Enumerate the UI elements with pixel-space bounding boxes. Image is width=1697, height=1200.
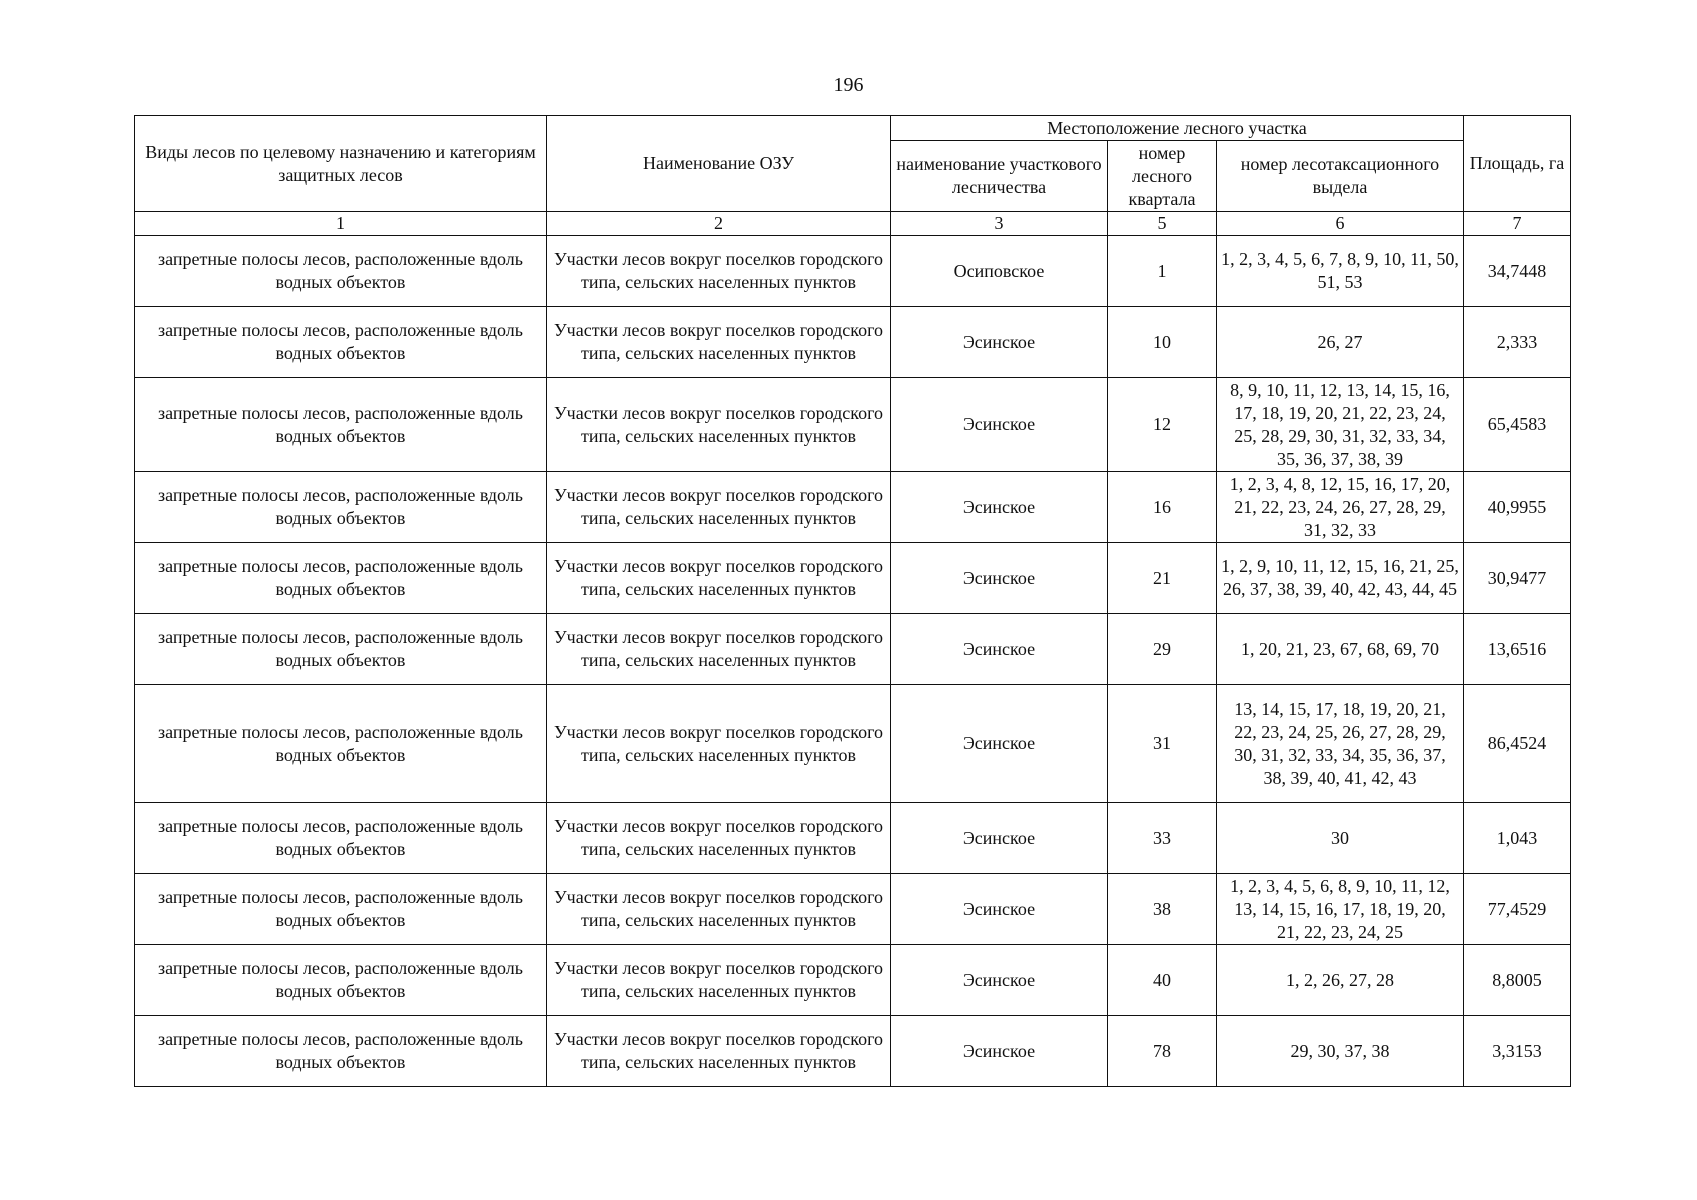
cell-forest-type: запретные полосы лесов, расположенные вдоль водных объектов [135, 614, 547, 685]
cell-forestry: Эсинское [891, 1016, 1108, 1087]
table-row [135, 236, 1571, 307]
cell-area: 13,6516 [1464, 614, 1571, 685]
page-number: 196 [833, 74, 864, 96]
cell-forestry: Эсинское [891, 472, 1108, 543]
cell-forestry: Эсинское [891, 685, 1108, 803]
cell-forestry: Осиповское [891, 236, 1108, 307]
cell-plots: 1, 2, 3, 4, 5, 6, 8, 9, 10, 11, 12, 13, 14, 15, 16, 17, 18, 19, 20, 21, 22, 23, 24, 25 [1217, 874, 1464, 945]
cell-area: 3,3153 [1464, 1016, 1571, 1087]
cell-area: 65,4583 [1464, 378, 1571, 472]
cell-forestry: Эсинское [891, 307, 1108, 378]
cell-ozu-name: Участки лесов вокруг поселков городского типа, сельских населенных пунктов [547, 614, 891, 685]
cell-forest-type: запретные полосы лесов, расположенные вдоль водных объектов [135, 803, 547, 874]
cell-area: 77,4529 [1464, 874, 1571, 945]
cell-area: 8,8005 [1464, 945, 1571, 1016]
cell-forest-type: запретные полосы лесов, расположенные вдоль водных объектов [135, 1016, 547, 1087]
cell-plots: 26, 27 [1217, 307, 1464, 378]
cell-ozu-name: Участки лесов вокруг поселков городского типа, сельских населенных пунктов [547, 945, 891, 1016]
cell-area: 34,7448 [1464, 236, 1571, 307]
cell-area: 40,9955 [1464, 472, 1571, 543]
cell-ozu-name: Участки лесов вокруг поселков городского типа, сельских населенных пунктов [547, 307, 891, 378]
cell-quarter: 1 [1108, 236, 1217, 307]
cell-forest-type: запретные полосы лесов, расположенные вдоль водных объектов [135, 236, 547, 307]
column-number: 3 [891, 212, 1108, 236]
table-row [135, 614, 1571, 685]
cell-plots: 30 [1217, 803, 1464, 874]
column-number: 7 [1464, 212, 1571, 236]
table-row [135, 685, 1571, 803]
cell-forestry: Эсинское [891, 614, 1108, 685]
cell-forest-type: запретные полосы лесов, расположенные вдоль водных объектов [135, 378, 547, 472]
forest-plots-table [134, 115, 1571, 1087]
cell-plots: 1, 20, 21, 23, 67, 68, 69, 70 [1217, 614, 1464, 685]
cell-plots: 29, 30, 37, 38 [1217, 1016, 1464, 1087]
cell-ozu-name: Участки лесов вокруг поселков городского типа, сельских населенных пунктов [547, 543, 891, 614]
cell-forest-type: запретные полосы лесов, расположенные вдоль водных объектов [135, 307, 547, 378]
cell-ozu-name: Участки лесов вокруг поселков городского типа, сельских населенных пунктов [547, 236, 891, 307]
cell-forest-type: запретные полосы лесов, расположенные вдоль водных объектов [135, 874, 547, 945]
cell-plots: 1, 2, 26, 27, 28 [1217, 945, 1464, 1016]
column-number: 5 [1108, 212, 1217, 236]
cell-ozu-name: Участки лесов вокруг поселков городского типа, сельских населенных пунктов [547, 1016, 891, 1087]
cell-quarter: 29 [1108, 614, 1217, 685]
table-row [135, 472, 1571, 543]
cell-area: 2,333 [1464, 307, 1571, 378]
cell-plots: 1, 2, 3, 4, 5, 6, 7, 8, 9, 10, 11, 50, 51, 53 [1217, 236, 1464, 307]
cell-ozu-name: Участки лесов вокруг поселков городского типа, сельских населенных пунктов [547, 378, 891, 472]
cell-forestry: Эсинское [891, 378, 1108, 472]
cell-plots: 13, 14, 15, 17, 18, 19, 20, 21, 22, 23, 24, 25, 26, 27, 28, 29, 30, 31, 32, 33, 34, 35, 36, 37, 38, 39, 40, 41, 42, 43 [1217, 685, 1464, 803]
table-row [135, 945, 1571, 1016]
cell-plots: 1, 2, 9, 10, 11, 12, 15, 16, 21, 25, 26, 37, 38, 39, 40, 42, 43, 44, 45 [1217, 543, 1464, 614]
header-forestry-name: наименование участкового лесничества [891, 141, 1108, 212]
cell-area: 86,4524 [1464, 685, 1571, 803]
column-numbers-row [135, 212, 1571, 236]
cell-quarter: 16 [1108, 472, 1217, 543]
cell-quarter: 40 [1108, 945, 1217, 1016]
cell-forestry: Эсинское [891, 543, 1108, 614]
table-row [135, 307, 1571, 378]
cell-ozu-name: Участки лесов вокруг поселков городского типа, сельских населенных пунктов [547, 803, 891, 874]
column-number: 1 [135, 212, 547, 236]
cell-forestry: Эсинское [891, 803, 1108, 874]
cell-plots: 8, 9, 10, 11, 12, 13, 14, 15, 16, 17, 18, 19, 20, 21, 22, 23, 24, 25, 28, 29, 30, 31, 32, 33, 34, 35, 36, 37, 38, 39 [1217, 378, 1464, 472]
cell-quarter: 78 [1108, 1016, 1217, 1087]
header-ozu-name: Наименование ОЗУ [547, 116, 891, 212]
cell-ozu-name: Участки лесов вокруг поселков городского типа, сельских населенных пунктов [547, 874, 891, 945]
cell-area: 30,9477 [1464, 543, 1571, 614]
cell-quarter: 31 [1108, 685, 1217, 803]
header-quarter-number: номер лесного квартала [1108, 141, 1217, 212]
header-forest-type: Виды лесов по целевому назначению и категориям защитных лесов [135, 116, 547, 212]
column-number: 6 [1217, 212, 1464, 236]
table-row [135, 874, 1571, 945]
table-row [135, 378, 1571, 472]
cell-ozu-name: Участки лесов вокруг поселков городского типа, сельских населенных пунктов [547, 685, 891, 803]
table-row [135, 543, 1571, 614]
column-number: 2 [547, 212, 891, 236]
cell-area: 1,043 [1464, 803, 1571, 874]
cell-quarter: 38 [1108, 874, 1217, 945]
table-row [135, 1016, 1571, 1087]
cell-forest-type: запретные полосы лесов, расположенные вдоль водных объектов [135, 945, 547, 1016]
cell-ozu-name: Участки лесов вокруг поселков городского типа, сельских населенных пунктов [547, 472, 891, 543]
cell-forest-type: запретные полосы лесов, расположенные вдоль водных объектов [135, 472, 547, 543]
cell-forestry: Эсинское [891, 945, 1108, 1016]
header-plot-number: номер лесотаксационного выдела [1217, 141, 1464, 212]
header-area: Площадь, га [1464, 116, 1571, 212]
cell-forest-type: запретные полосы лесов, расположенные вдоль водных объектов [135, 543, 547, 614]
table-row [135, 803, 1571, 874]
cell-quarter: 12 [1108, 378, 1217, 472]
cell-plots: 1, 2, 3, 4, 8, 12, 15, 16, 17, 20, 21, 22, 23, 24, 26, 27, 28, 29, 31, 32, 33 [1217, 472, 1464, 543]
cell-quarter: 10 [1108, 307, 1217, 378]
cell-quarter: 21 [1108, 543, 1217, 614]
cell-quarter: 33 [1108, 803, 1217, 874]
header-location-group: Местоположение лесного участка [891, 116, 1464, 141]
cell-forest-type: запретные полосы лесов, расположенные вдоль водных объектов [135, 685, 547, 803]
cell-forestry: Эсинское [891, 874, 1108, 945]
